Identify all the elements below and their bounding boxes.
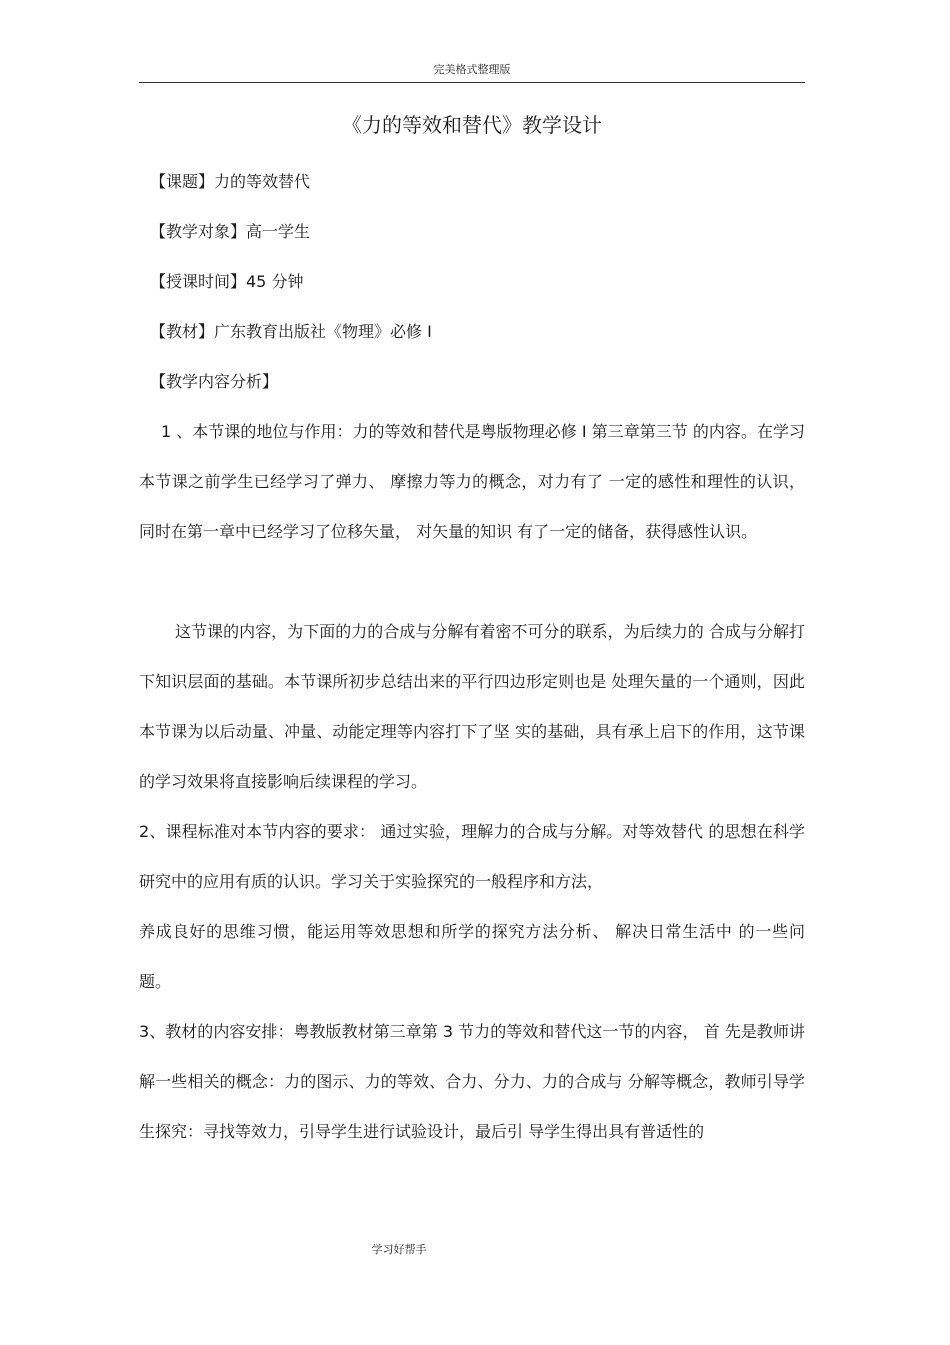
meta-duration: 【授课时间】45 分钟 bbox=[150, 272, 304, 291]
header-text: 完美格式整理版 bbox=[433, 63, 511, 76]
meta-topic: 【课题】力的等效替代 bbox=[150, 172, 311, 191]
paragraph-standards: 2、课程标准对本节内容的要求： 通过实验，理解力的合成与分解。对等效替代 的思想在科学研究中的应用有质的认识。学习关于实验探究的一般程序和方法， bbox=[139, 822, 805, 891]
meta-audience: 【教学对象】高一学生 bbox=[150, 222, 311, 241]
page-footer: 学习好帮手 bbox=[371, 1243, 427, 1256]
page-header bbox=[139, 62, 805, 83]
meta-textbook: 【教材】广东教育出版社《物理》必修 I bbox=[150, 322, 432, 341]
document-title: 《力的等效和替代》教学设计 bbox=[342, 113, 602, 137]
paragraph-standards-cont: 养成良好的思维习惯，能运用等效思想和所学的探究方法分析、 解决日常生活中 的一些问题。 bbox=[139, 922, 805, 991]
section-heading-analysis: 【教学内容分析】 bbox=[150, 372, 279, 391]
paragraph-role: 1 、本节课的地位与作用：力的等效和替代是粤版物理必修 I 第三章第三节 的内容。在学习本节课之前学生已经学习了弹力、 摩擦力等力的概念，对力有了 一定的感性和理性的认识，同时在第一章中已经学习了位移矢量， 对矢量的知识 有了一定的储备，获得感性认识。 bbox=[139, 422, 805, 541]
paragraph-textbook-arrangement: 3、教材的内容安排：粤教版教材第三章第 3 节力的等效和替代这一节的内容， 首 先是教师讲解一些相关的概念：力的图示、力的等效、合力、分力、力的合成与 分解等概念，教师引导学生探究：寻找等效力，引导学生进行试验设计，最后引 导学生得出具有普适性的 bbox=[139, 1022, 805, 1141]
paragraph-content-link: 这节课的内容，为下面的力的合成与分解有着密不可分的联系，为后续力的 合成与分解打下知识层面的基础。本节课所初步总结出来的平行四边形定则也是 处理矢量的一个通则，因此本节课为以后动量、冲量、动能定理等内容打下了坚 实的基础，具有承上启下的作用，这节课的学习效果将直接影响后续课程的学习。 bbox=[139, 622, 805, 791]
